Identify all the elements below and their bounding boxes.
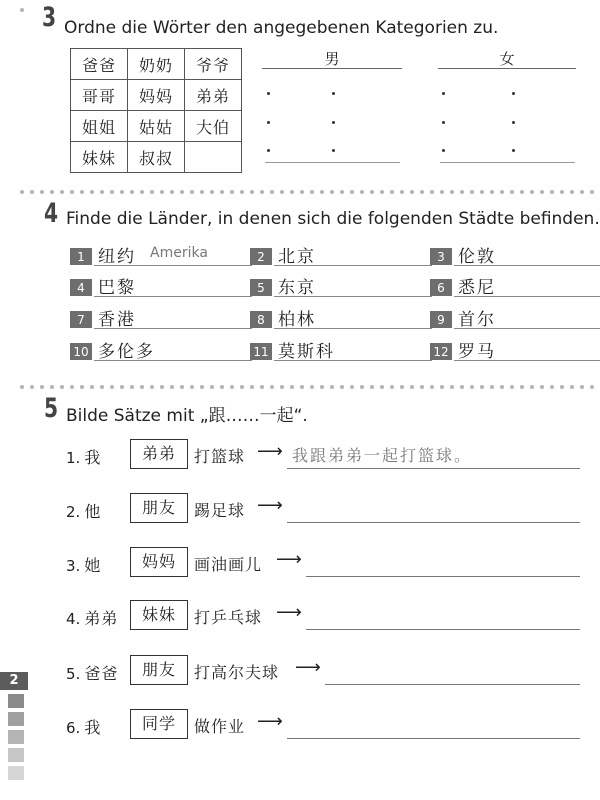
page-tab-swatch [8,748,24,762]
word-cell: 叔叔 [128,142,185,173]
sentence-subject: 他 [84,502,102,521]
category-female-label: 女 [499,50,515,68]
answer-line[interactable] [325,684,580,685]
section-title-5: Bilde Sätze mit „跟……一起“. [66,406,308,426]
answer-underline [440,162,575,163]
city-number-box: 4 [70,279,92,296]
city-number-box: 12 [430,343,452,360]
sentence-number [66,445,101,468]
country-answer: Amerika [150,245,208,261]
sentence-number [66,499,101,522]
page-tab-swatch [8,694,24,708]
word-cell: 妈妈 [128,80,185,111]
sentence-index: 6. [66,719,81,737]
city-name: 首尔 [458,310,496,330]
word-cell: 弟弟 [185,80,242,111]
city-number-box: 11 [250,343,272,360]
boxed-companion: 妈妈 [130,547,188,577]
answer-line[interactable] [287,468,580,469]
word-table-row [71,49,242,80]
answer-bullet [332,149,335,152]
answer-line[interactable] [454,265,600,266]
answer-line[interactable] [274,296,432,297]
arrow-icon: ⟶ [295,657,321,678]
arrow-icon: ⟶ [257,441,283,462]
city-name: 伦敦 [458,247,496,267]
activity: 踢足球 [194,501,246,520]
word-cell: 奶奶 [128,49,185,80]
answer-line[interactable] [454,360,600,361]
answer-line[interactable] [274,328,432,329]
page-tab-swatch [8,766,24,780]
activity: 打篮球 [194,447,246,466]
word-table-row [71,142,242,173]
activity: 打高尔夫球 [194,663,280,682]
sentence-subject: 她 [84,556,102,575]
page-tab-swatch [8,712,24,726]
answer-bullet [332,92,335,95]
city-number-box: 5 [250,279,272,296]
city-number-box: 3 [430,248,452,265]
page-tab-swatch [8,730,24,744]
word-cell: 爸爸 [71,49,128,80]
city-name: 悉尼 [458,278,496,298]
sentence-subject: 我 [84,718,102,737]
city-name: 北京 [278,247,316,267]
word-cell: 姐姐 [71,111,128,142]
sentence-subject: 爸爸 [84,664,119,683]
sentence-number [66,661,118,684]
answer-bullet [267,121,270,124]
category-male-underline [262,68,402,69]
sentence-number [66,553,101,576]
word-cell: 哥哥 [71,80,128,111]
city-number-box: 2 [250,248,272,265]
word-cell: 姑姑 [128,111,185,142]
section-title-3: Ordne die Wörter den angegebenen Kategorien zu. [64,18,499,38]
section-number-3: 3 [42,2,57,33]
section-title-4: Finde die Länder, in denen sich die folgenden Städte befinden. [66,209,600,229]
city-name: 莫斯科 [278,342,335,362]
arrow-icon: ⟶ [257,495,283,516]
answer-line[interactable] [306,576,580,577]
answer-line[interactable] [274,265,432,266]
sentence-index: 1. [66,449,81,467]
city-number-box: 1 [70,248,92,265]
city-number-box: 9 [430,311,452,328]
answer-bullet [267,149,270,152]
city-name: 巴黎 [98,278,136,298]
category-female-underline [438,68,576,69]
sentence-index: 3. [66,557,81,575]
answer-bullet [512,149,515,152]
category-male-label: 男 [324,50,340,68]
answer-line[interactable] [454,296,600,297]
sentence-index: 5. [66,665,81,683]
activity: 画油画儿 [194,555,263,574]
word-cell [185,142,242,173]
word-table-row [71,80,242,111]
answer-underline [265,162,400,163]
city-number-box: 6 [430,279,452,296]
section-number-4: 4 [44,198,59,229]
sentence-subject: 弟弟 [84,609,119,628]
city-name: 东京 [278,278,316,298]
arrow-icon: ⟶ [257,711,283,732]
section-number-5: 5 [44,393,59,424]
word-cell: 妹妹 [71,142,128,173]
activity: 打乒乓球 [194,608,263,627]
answer-bullet [442,149,445,152]
answer-line[interactable] [287,738,580,739]
answer-line[interactable] [454,328,600,329]
page-number-tab: 2 [0,672,28,690]
city-name: 罗马 [458,342,496,362]
city-number-box: 8 [250,311,272,328]
answer-line[interactable] [94,328,252,329]
arrow-icon: ⟶ [276,549,302,570]
answer-line[interactable] [306,629,580,630]
sentence-number [66,715,101,738]
boxed-companion: 朋友 [130,493,188,523]
answer-line[interactable] [94,265,252,266]
city-number-box: 7 [70,311,92,328]
city-name: 香港 [98,310,136,330]
sentence-number [66,606,118,629]
city-name: 柏林 [278,310,316,330]
sentence-index: 2. [66,503,81,521]
answer-bullet [442,92,445,95]
boxed-companion: 弟弟 [130,439,188,469]
sentence-index: 4. [66,610,81,628]
city-name: 纽约 [98,247,136,267]
activity: 做作业 [194,717,246,736]
answer-line[interactable] [274,360,432,361]
section-divider-3 [20,8,38,16]
answer-line[interactable] [94,360,252,361]
section-divider-5 [20,385,600,393]
answer-line[interactable] [94,296,252,297]
city-number-box: 10 [70,343,92,360]
word-cell: 爷爷 [185,49,242,80]
boxed-companion: 妹妹 [130,600,188,630]
word-cell: 大伯 [185,111,242,142]
answer-bullet [512,121,515,124]
answer-bullet [512,92,515,95]
answer-bullet [442,121,445,124]
boxed-companion: 朋友 [130,655,188,685]
answer-line[interactable] [287,522,580,523]
answer-bullet [267,92,270,95]
boxed-companion: 同学 [130,709,188,739]
section-divider-4 [20,190,600,198]
city-name: 多伦多 [98,342,155,362]
answer-bullet [332,121,335,124]
sentence-subject: 我 [84,448,102,467]
example-answer: 我跟弟弟一起打篮球。 [292,446,473,465]
word-table [70,48,242,173]
word-table-row [71,111,242,142]
arrow-icon: ⟶ [276,602,302,623]
